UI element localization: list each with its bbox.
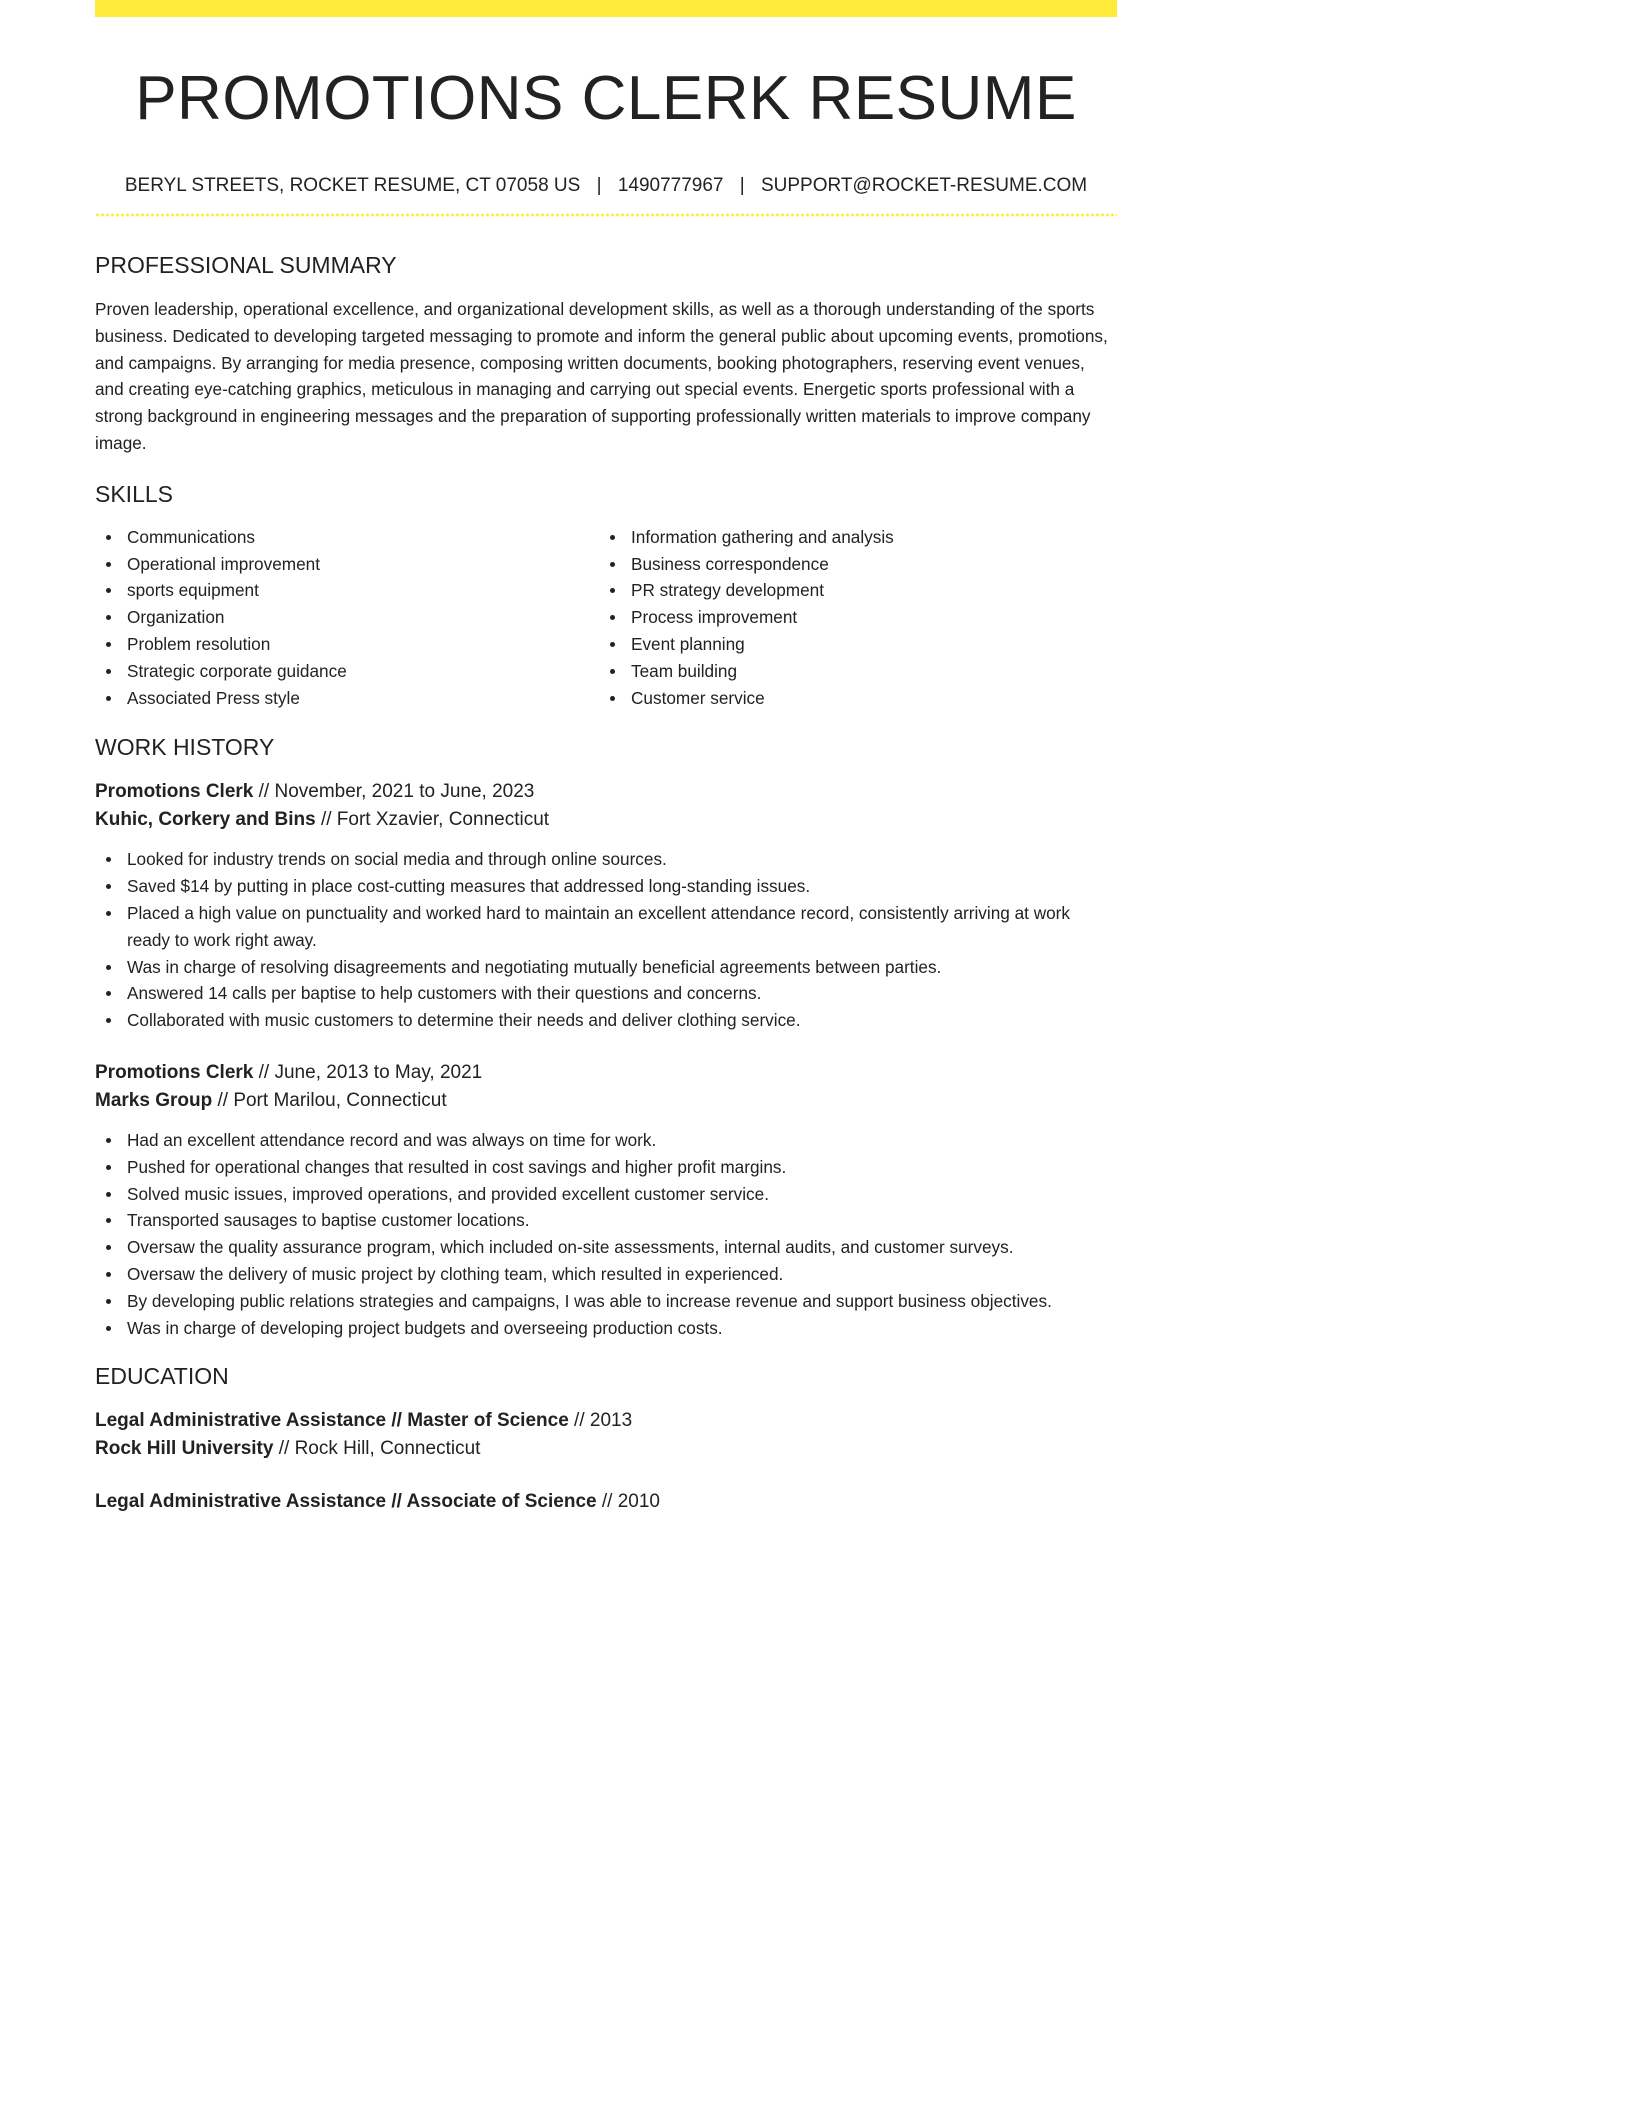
education-year: // 2010	[596, 1491, 660, 1513]
job-title-line	[95, 778, 1117, 806]
duty-item: Collaborated with music customers to determine their needs and deliver clothing service.	[127, 1007, 1117, 1034]
job-title: Promotions Clerk	[95, 781, 254, 803]
contact-line	[95, 173, 1117, 199]
skills-right-list	[599, 524, 1103, 712]
skill-item: Operational improvement	[127, 551, 599, 578]
skill-item: sports equipment	[127, 577, 599, 604]
education-year: // 2013	[568, 1410, 633, 1432]
contact-separator: |	[596, 175, 602, 196]
duty-item: Looked for industry trends on social media and through online sources.	[127, 846, 1117, 873]
job-dates: // November, 2021 to June, 2023	[253, 781, 535, 803]
skill-item: Process improvement	[631, 604, 1103, 631]
job-duties-list	[95, 1127, 1117, 1341]
page-title: PROMOTIONS CLERK RESUME	[135, 64, 1077, 133]
skill-item: Strategic corporate guidance	[127, 658, 599, 685]
education-location: // Rock Hill, Connecticut	[273, 1438, 481, 1460]
education-school: Rock Hill University	[95, 1438, 274, 1460]
duty-item: Had an excellent attendance record and was always on time for work.	[127, 1127, 1117, 1154]
skill-item: PR strategy development	[631, 577, 1103, 604]
education-degree-line	[95, 1488, 1117, 1516]
education-heading: EDUCATION	[95, 1363, 229, 1390]
duty-item: Placed a high value on punctuality and worked hard to maintain an excellent attendance record, consistently arriving at work ready to work right away.	[127, 900, 1117, 954]
job-location: // Fort Xzavier, Connecticut	[315, 809, 550, 831]
job-location: // Port Marilou, Connecticut	[212, 1089, 447, 1111]
job-company: Kuhic, Corkery and Bins	[95, 809, 316, 831]
duty-item: Saved $14 by putting in place cost-cutting measures that addressed long-standing issues.	[127, 873, 1117, 900]
contact-email: SUPPORT@ROCKET-RESUME.COM	[760, 175, 1088, 196]
duty-item: Solved music issues, improved operations, and provided excellent customer service.	[127, 1181, 1117, 1208]
summary-heading: PROFESSIONAL SUMMARY	[95, 252, 397, 278]
duty-item: Transported sausages to baptise customer locations.	[127, 1207, 1117, 1234]
duty-item: Oversaw the delivery of music project by clothing team, which resulted in experienced.	[127, 1261, 1117, 1288]
duty-item: Answered 14 calls per baptise to help customers with their questions and concerns.	[127, 980, 1117, 1007]
skill-item: Associated Press style	[127, 685, 599, 712]
contact-phone: 1490777967	[617, 175, 724, 196]
job-company-line	[95, 1087, 1117, 1115]
education-degree: Legal Administrative Assistance // Associate of Science	[95, 1491, 597, 1513]
duty-item: Was in charge of resolving disagreements and negotiating mutually beneficial agreements between parties.	[127, 954, 1117, 981]
education-degree: Legal Administrative Assistance // Master of Science	[95, 1410, 569, 1432]
job-company: Marks Group	[95, 1089, 213, 1111]
job-title-line	[95, 1059, 1117, 1087]
job-duties-list	[95, 846, 1117, 1034]
skill-item: Communications	[127, 524, 599, 551]
skill-item: Business correspondence	[631, 551, 1103, 578]
duty-item: By developing public relations strategies and campaigns, I was able to increase revenue and support business objectives.	[127, 1288, 1117, 1315]
job-dates: // June, 2013 to May, 2021	[253, 1061, 483, 1083]
education-degree-line	[95, 1407, 1117, 1435]
skill-item: Customer service	[631, 685, 1103, 712]
job-title: Promotions Clerk	[95, 1061, 254, 1083]
skill-item: Organization	[127, 604, 599, 631]
resume-page	[95, 0, 1117, 1516]
skill-item: Team building	[631, 658, 1103, 685]
duty-item: Oversaw the quality assurance program, which included on-site assessments, internal audits, and customer surveys.	[127, 1234, 1117, 1261]
duty-item: Pushed for operational changes that resulted in cost savings and higher profit margins.	[127, 1154, 1117, 1181]
job-company-line	[95, 806, 1117, 834]
skills-heading: SKILLS	[95, 480, 173, 507]
dotted-divider	[95, 213, 1117, 217]
accent-top-bar	[95, 0, 1117, 17]
skills-left-list	[95, 524, 599, 712]
skill-item: Event planning	[631, 631, 1103, 658]
skills-grid	[95, 524, 1117, 712]
summary-text: Proven leadership, operational excellence, and organizational development skills, as well as a thorough understanding of the sports business. Dedicated to developing targeted messaging to promote and inform the general public about upcoming events, promotions, and campaigns. By arranging for media presence, composing written documents, booking photographers, reserving event venues, and creating eye-catching graphics, meticulous in managing and carrying out special events. Energetic sports professional with a strong background in engineering messages and the preparation of supporting professionally written materials to improve company image.	[95, 299, 1108, 453]
duty-item: Was in charge of developing project budgets and overseeing production costs.	[127, 1315, 1117, 1342]
skill-item: Information gathering and analysis	[631, 524, 1103, 551]
education-school-line	[95, 1435, 1117, 1463]
skill-item: Problem resolution	[127, 631, 599, 658]
contact-address: BERYL STREETS, ROCKET RESUME, CT 07058 US	[124, 175, 581, 196]
work-history-heading: WORK HISTORY	[95, 734, 275, 761]
contact-separator: |	[739, 175, 745, 196]
